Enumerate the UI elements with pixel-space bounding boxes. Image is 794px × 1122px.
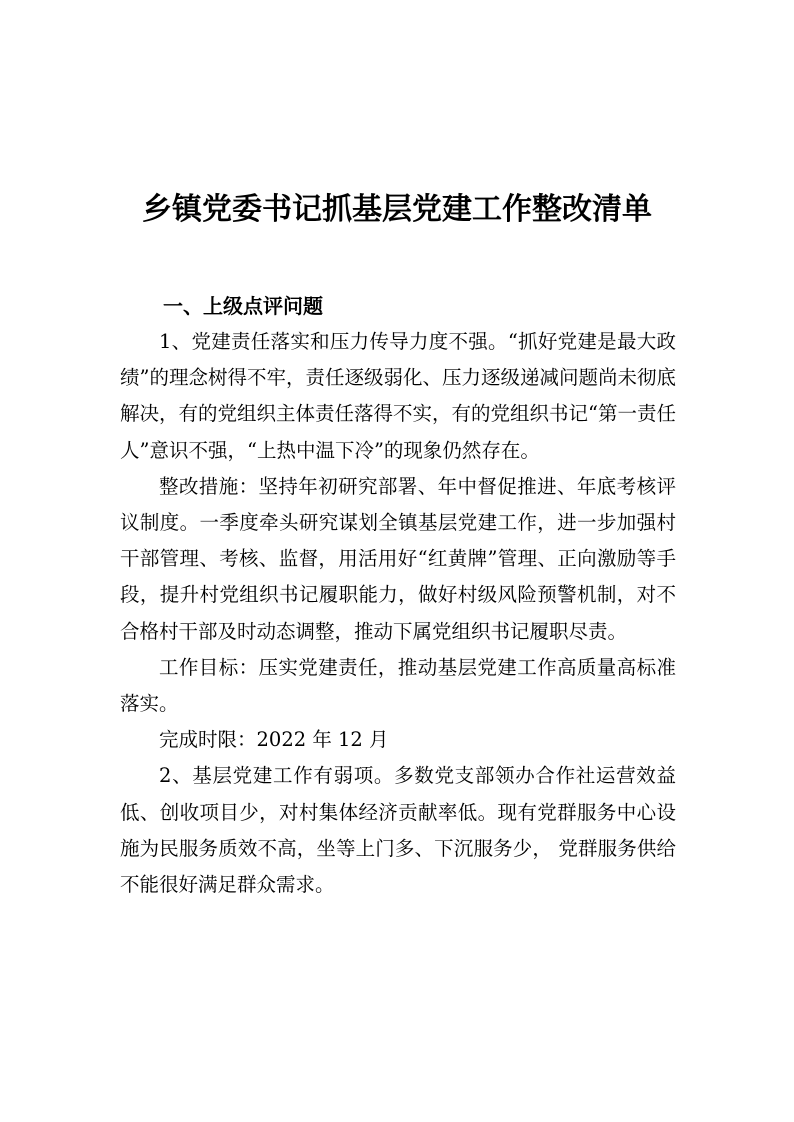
document-title: 乡镇党委书记抓基层党建工作整改清单	[142, 192, 652, 227]
paragraph-deadline: 完成时限：2022 年 12 月	[159, 728, 389, 752]
paragraph-rectification-measures: 整改措施：坚持年初研究部署、年中督促推进、年底考核评议制度。一季度牵头研究谋划全镇基层党建工作，进一步加强村干部管理、考核、监督，用活用好“红黄牌”管理、正向激励等手段，提升村党组织书记履职能力，做好村级风险预警机制，对不合格村干部及时动态调整，推动下属党组织书记履职尽责。	[120, 474, 676, 643]
paragraph-issue-1: 1、党建责任落实和压力传导力度不强。“抓好党建是最大政绩”的理念树得不牢，责任逐级弱化、压力逐级递减问题尚未彻底解决，有的党组织主体责任落得不实，有的党组织书记“第一责任人”意识不强，“上热中温下冷”的现象仍然存在。	[120, 330, 676, 462]
document-body	[120, 324, 676, 903]
paragraph-issue-2: 2、基层党建工作有弱项。多数党支部领办合作社运营效益低、创收项目少，对村集体经济贡献率低。现有党群服务中心设施为民服务质效不高，坐等上门多、下沉服务少， 党群服务供给不能很好满足群众需求。	[120, 764, 676, 897]
paragraph-work-goal: 工作目标：压实党建责任，推动基层党建工作高质量高标准落实。	[120, 655, 676, 716]
section-heading: 一、上级点评问题	[163, 294, 323, 318]
